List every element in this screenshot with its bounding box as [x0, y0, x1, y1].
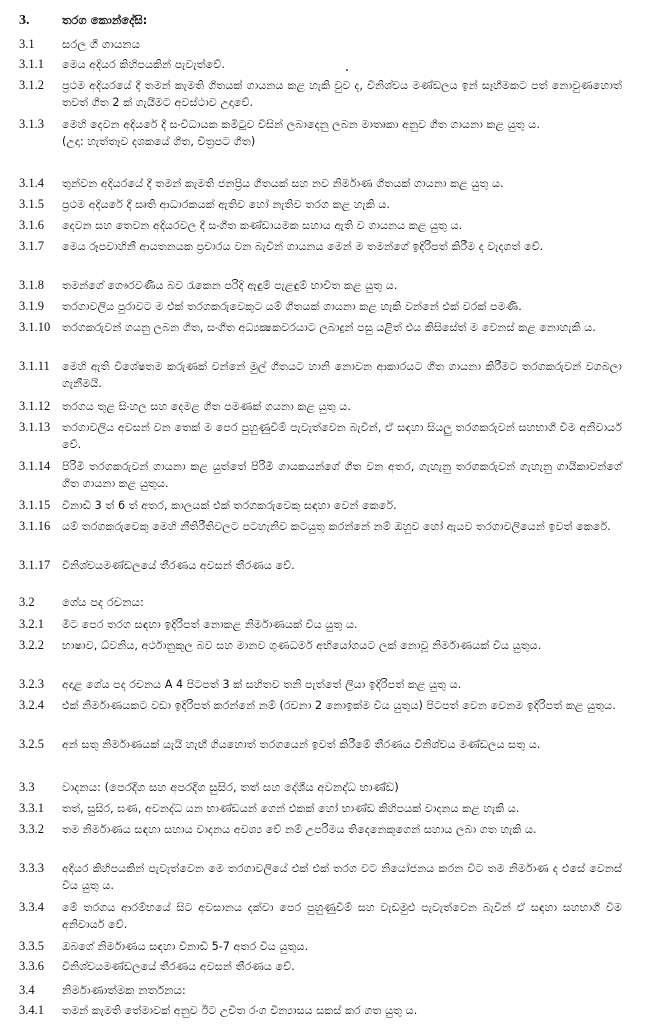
item-number: 3.1.13 [19, 420, 51, 434]
item-number: 3.3.3 [19, 861, 44, 875]
item-text [62, 116, 622, 150]
item-text: සරල ගී ගායනය [62, 37, 141, 51]
item-text: තුන්වන අදියරයේ දී තමන් කැමති ජනප්‍රිය ගීතයක් සහ නව නිර්මාණ ගීතයක් ගායනා කළ යුතු ය. [62, 177, 504, 190]
item-text: අදියර කිහිපයකින් පැවැත්වෙන මෙ තරගාවලියේ එක් එක් තරග වට නියෝජනය කරන විට තම නිර්මාණ ද එසේ වෙනස් විය යුතු ය. [62, 862, 622, 892]
item-text: ප්‍රථම අදියරේ දී සෘති ආධාරකයක් ඇතිව හෝ නැතිව තරග කළ හැකි ය. [62, 198, 390, 211]
item-text: භාෂාව, ධ්වනිය, අර්ථානුකූල බව සහ මානව ගුණධර්ම අභියෝගයට ලක් නොවූ නිර්මාණයක් විය යුතුය. [62, 639, 542, 652]
item-number: 3.3.4 [19, 900, 44, 914]
item-number: 3.2.4 [19, 698, 44, 712]
item-number: 3.1.5 [19, 197, 44, 211]
item-text: දෙවන සහ තෙවන අදියරවල දී සංගීත කණ්ඩායමක සහාය ඇති ව ගායනය කළ යුතු ය. [62, 219, 463, 232]
item-number: 3.1.10 [19, 320, 51, 334]
item-number: 3.2 [19, 595, 35, 609]
item-note: (උදා: හැත්තෑව දශකයේ ගීත, චිත්‍රපට ගීත) [62, 135, 256, 148]
item-text: මෙය රූපවාහිනී ආයතනයක ප්‍රචාරය වන බැවින් ගායනය මෙන් ම තමන්ගේ ඉදිරිපත් කිරීම ද වැදගත් වේ. [62, 240, 544, 253]
item-main-text: මෙහි දෙවන අදියරේ දී සංවිධායක කමිටුව විසින් ලබාදෙනු ලබන මාතෘකා අනුව ගීත ගායනා කළ යුතු ය. [62, 118, 540, 131]
item-text: මෙහි ඇති විශේෂතම කරුණක් වන්නේ මුල් ගීතයට හානි නොවන ආකාරයට ගීත ගායනා කිරීමට තරගකරුවන් වගබලා ගැනීමයි. [62, 360, 622, 390]
item-text: තත්, සුසිර, ඝණ, අවනද්ධ යන භාණ්ඩයන් ගෙන් එකක් හෝ භාණ්ඩ කිහිපයක් වාදනය කළ හැකි ය. [62, 802, 520, 815]
item-number: 3.1.3 [19, 117, 44, 131]
item-text: තම නිර්මාණය සඳහා සහාය වාදනය අවශ්‍ය වේ නම් උපරිමය තිදෙනෙකුගෙන් සහාය ලබා ගත හැකි ය. [62, 823, 537, 836]
item-text: මේ තරගය ආරම්භයේ සිට අවසානය දක්වා පෙර පුහුණුවීම් සහ වැඩමුළු පැවැත්වෙන බැවින් ඒ සඳහා සහභාගී වීම අනිවාර්ය වේ. [62, 901, 622, 931]
item-number: 3.1.1 [19, 57, 44, 71]
item-text: මීට පෙර තරග සඳහා ඉදිරිපත් නොකළ නිර්මාණයක් විය යුතු ය. [62, 618, 358, 631]
item-text: අදාළ ගේය පද රචනය A 4 පිටපත් 3 ක් සහිතව තනි පැත්තේ ලියා ඉදිරිපත් කළ යුතු ය. [62, 678, 462, 691]
item-number: 3.3.6 [19, 959, 44, 973]
item-number: 3.1.16 [19, 519, 51, 533]
item-text: පිරිමි තරගකරුවන් ගායනා කළ යුත්තේ පිරිමි ගායකයන්ගේ ගීත වන අතර, ගැහැනු තරගකරුවන් ගැහැනු ගායිකාවන්ගේ ගීත ගායනා කළ යුතුය. [62, 460, 622, 490]
item-text: විනිශ්චයමණ්ඩලයේ තීරණය අවසන් තීරණය වේ. [62, 960, 295, 973]
item-text: විනාඩි 3 ත් 6 ත් අතර, කාලයක් එක් තරගකරුවෙකු සඳහා වෙන් කෙරේ. [62, 499, 397, 512]
item-text: එක් නිර්මාණයකට වඩා ඉදිරිපත් කරන්නේ නම් (රචනා 2 නොඉක්ම විය යුතුය) පිටපත් වෙන වෙනම ඉදිරිපත් කළ යුතුය. [62, 699, 616, 712]
item-text: තමන්ගේ ගෞරවණීය බව රැකෙන පරිදි ඇඳුම් පැළඳුම් භාවිත කළ යුතු ය. [62, 279, 398, 292]
item-text: තරගකරුවන් ගයනු ලබන ගීත, සංගීත අධ්‍යක්‍ෂකවරයාට ලබාදුන් පසු යළිත් එය කිසිසේත් ම වෙනස් කළ නොහැකි ය. [62, 321, 596, 334]
item-number: 3.1.11 [19, 359, 50, 373]
item-number: 3.1.17 [19, 558, 51, 572]
item-text: ඔබගේ නිර්මාණය සඳහා විනාඩි 5-7 අතර විය යුතුය. [62, 940, 309, 953]
item-text: තරග කොන්දේසි: [62, 13, 148, 27]
item-number: 3.3.1 [19, 801, 44, 815]
item-text: යම් තරගකරුවෙකු මෙහි නීතිරීතිවලට පටහැනිව කටයුතු කරන්නේ නම් ඔහුව හෝ ඇයව තරගාවලියෙන් ඉවත් කෙරේ. [62, 520, 611, 533]
item-number: 3.1.9 [19, 299, 44, 313]
item-text: විනිශ්චයමණ්ඩලයේ තීරණය අවසන් තීරණය වේ. [62, 559, 295, 572]
item-number: 3.2.5 [19, 737, 44, 751]
scan-speck [346, 69, 348, 71]
item-text: අන් සතු නිර්මාණයක් යැයි හැඟී ගියහොත් තරගයෙන් ඉවත් කිරීමේ තීරණය විනිශ්චය මණ්ඩලය සතු ය. [62, 738, 541, 751]
item-number: 3. [19, 13, 30, 28]
item-number: 3.1 [19, 37, 35, 51]
item-number: 3.1.14 [19, 459, 51, 473]
item-number: 3.1.12 [19, 399, 51, 413]
item-text: තරගාවලිය පුරාවට ම එක් තරගකරුවෙකුට යම් ගීතයක් ගායනා කළ හැකි වන්නේ එක් වරක් පමණි. [62, 300, 522, 313]
item-number: 3.1.15 [19, 498, 51, 512]
item-number: 3.3.5 [19, 939, 44, 953]
item-number: 3.3.2 [19, 822, 44, 836]
item-number: 3.2.1 [19, 617, 44, 631]
item-text: වාදනය: (පෙරදිග සහ අපරදිග සුසිර, තත් සහ දේශීය අවනද්ධ භාණ්ඩ) [62, 780, 399, 794]
item-number: 3.2.2 [19, 638, 44, 652]
item-number: 3.2.3 [19, 677, 44, 691]
item-number: 3.1.6 [19, 218, 44, 232]
item-text: මෙය අදියර කිහිපයකින් පැවැත්වේ. [62, 58, 225, 71]
item-number: 3.4 [19, 983, 35, 997]
item-text: තරගය තුළ සිංහල සහ දෙමළ ගීත පමණක් ගයනා කළ යුතු ය. [62, 400, 351, 413]
item-number: 3.3 [19, 780, 35, 794]
item-number: 3.1.8 [19, 278, 44, 292]
item-text: නිර්මාණාත්මක නර්තනය: [62, 983, 186, 997]
item-text: ප්‍රථම අදියරයේ දී තමන් කැමති ගීතයක් ගායනය කළ හැකි වුව ද, විනිශ්චය මණ්ඩලය ඉන් සෑහීමකට පත් නොවුණහොත් තවත් ගීත 2 ක් ගැයීමට අවස්ථාව උදාවේ. [62, 79, 622, 109]
item-number: 3.1.2 [19, 78, 44, 92]
item-text: තරගාවලිය අවසන් වන තෙක් ම පෙර පුහුණුවීම් පැවැත්වෙන බැවින්, ඒ සඳහා සියලු තරගකරුවන් සහභාගී වීම අනිවාර්ය වේ. [62, 421, 622, 451]
item-number: 3.4.1 [19, 1003, 44, 1017]
item-text: ගේය පද රචනය: [62, 595, 144, 609]
item-text: තමන් කැමති තේමාවක් අනුව ඊට උචිත රංග වින්‍යාසය සකස් කර ගත යුතු ය. [62, 1004, 418, 1017]
item-number: 3.1.4 [19, 176, 44, 190]
item-number: 3.1.7 [19, 239, 44, 253]
